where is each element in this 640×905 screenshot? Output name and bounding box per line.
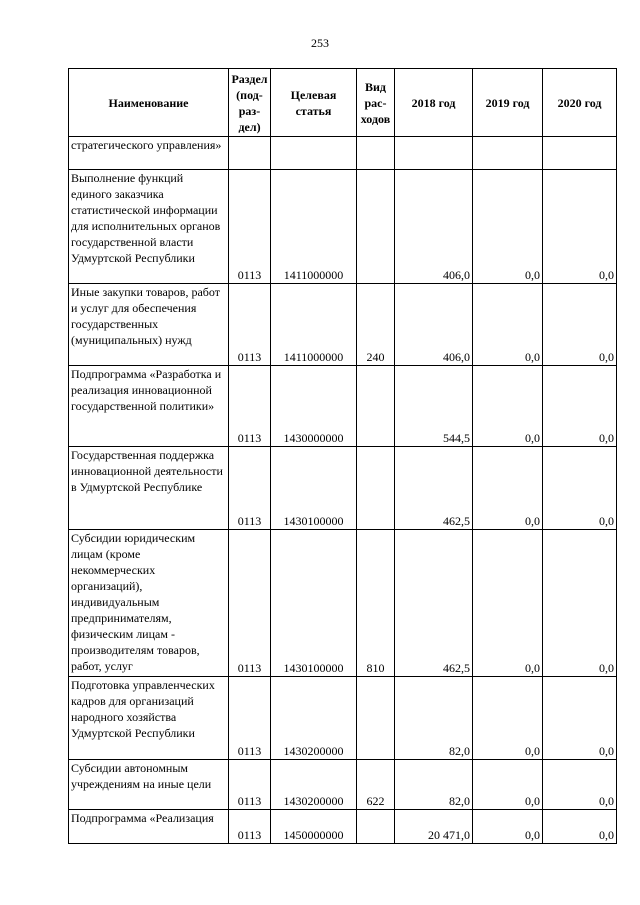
row-2020: 0,0 <box>543 447 617 530</box>
row-vid <box>357 366 395 447</box>
row-vid <box>357 677 395 760</box>
row-vid: 622 <box>357 760 395 810</box>
row-vid: 240 <box>357 284 395 366</box>
header-vid: Вид рас-ходов <box>357 69 395 137</box>
row-2020: 0,0 <box>543 677 617 760</box>
row-name: Подпрограмма «Разработка и реализация инновационной государственной политики» <box>69 366 229 447</box>
row-target: 1430100000 <box>271 447 357 530</box>
row-vid: 810 <box>357 530 395 677</box>
header-2019: 2019 год <box>473 69 543 137</box>
row-2019: 0,0 <box>473 284 543 366</box>
row-2018: 406,0 <box>395 170 473 284</box>
header-name: Наименование <box>69 69 229 137</box>
row-razdel: 0113 <box>229 677 271 760</box>
row-2018: 544,5 <box>395 366 473 447</box>
row-target: 1430100000 <box>271 530 357 677</box>
table-row <box>69 760 617 810</box>
row-2019: 0,0 <box>473 530 543 677</box>
row-name: стратегического управления» <box>69 137 229 170</box>
table-row <box>69 366 617 447</box>
header-2020: 2020 год <box>543 69 617 137</box>
row-target: 1450000000 <box>271 810 357 844</box>
row-2019: 0,0 <box>473 447 543 530</box>
row-name: Подготовка управленческих кадров для организаций народного хозяйства Удмуртской Республики <box>69 677 229 760</box>
row-name: Выполнение функций единого заказчика статистической информации для исполнительных органов государственной власти Удмуртской Республики <box>69 170 229 284</box>
table-body <box>69 137 617 844</box>
row-razdel: 0113 <box>229 366 271 447</box>
row-target: 1430200000 <box>271 677 357 760</box>
row-2019: 0,0 <box>473 366 543 447</box>
row-target: 1430200000 <box>271 760 357 810</box>
row-2019: 0,0 <box>473 760 543 810</box>
table-row <box>69 447 617 530</box>
row-2019: 0,0 <box>473 810 543 844</box>
row-2020: 0,0 <box>543 366 617 447</box>
row-2020: 0,0 <box>543 760 617 810</box>
table-row <box>69 284 617 366</box>
row-2020: 0,0 <box>543 810 617 844</box>
row-2019: 0,0 <box>473 170 543 284</box>
row-2018: 82,0 <box>395 760 473 810</box>
row-vid <box>357 810 395 844</box>
row-2018: 462,5 <box>395 530 473 677</box>
row-2018: 406,0 <box>395 284 473 366</box>
row-target: 1411000000 <box>271 170 357 284</box>
row-2020: 0,0 <box>543 530 617 677</box>
row-2020: 0,0 <box>543 284 617 366</box>
page-number: 253 <box>311 36 329 50</box>
row-target <box>271 137 357 170</box>
row-2019: 0,0 <box>473 677 543 760</box>
row-name: Государственная поддержка инновационной деятельности в Удмуртской Республике <box>69 447 229 530</box>
budget-table <box>68 68 617 844</box>
table-row <box>69 530 617 677</box>
row-2018 <box>395 137 473 170</box>
row-name: Субсидии автономным учреждениям на иные цели <box>69 760 229 810</box>
row-vid <box>357 137 395 170</box>
row-razdel: 0113 <box>229 810 271 844</box>
row-name: Подпрограмма «Реализация <box>69 810 229 844</box>
table-row <box>69 677 617 760</box>
header-2018: 2018 год <box>395 69 473 137</box>
header-target: Целевая статья <box>271 69 357 137</box>
row-2018: 462,5 <box>395 447 473 530</box>
row-vid <box>357 170 395 284</box>
table-row <box>69 137 617 170</box>
row-target: 1430000000 <box>271 366 357 447</box>
table-row <box>69 810 617 844</box>
row-razdel: 0113 <box>229 170 271 284</box>
row-2018: 20 471,0 <box>395 810 473 844</box>
row-razdel: 0113 <box>229 530 271 677</box>
table-header <box>69 69 617 137</box>
row-2019 <box>473 137 543 170</box>
row-razdel: 0113 <box>229 447 271 530</box>
row-razdel: 0113 <box>229 284 271 366</box>
row-razdel: 0113 <box>229 760 271 810</box>
row-target: 1411000000 <box>271 284 357 366</box>
table-row <box>69 170 617 284</box>
row-2020: 0,0 <box>543 170 617 284</box>
row-razdel <box>229 137 271 170</box>
header-razdel: Раздел (под-раз-дел) <box>229 69 271 137</box>
row-name: Субсидии юридическим лицам (кроме некоммерческих организаций), индивидуальным предпринимателям, физическим лицам - производителям товаров, работ, услуг <box>69 530 229 677</box>
row-vid <box>357 447 395 530</box>
row-name: Иные закупки товаров, работ и услуг для обеспечения государственных (муниципальных) нужд <box>69 284 229 366</box>
row-2020 <box>543 137 617 170</box>
row-2018: 82,0 <box>395 677 473 760</box>
